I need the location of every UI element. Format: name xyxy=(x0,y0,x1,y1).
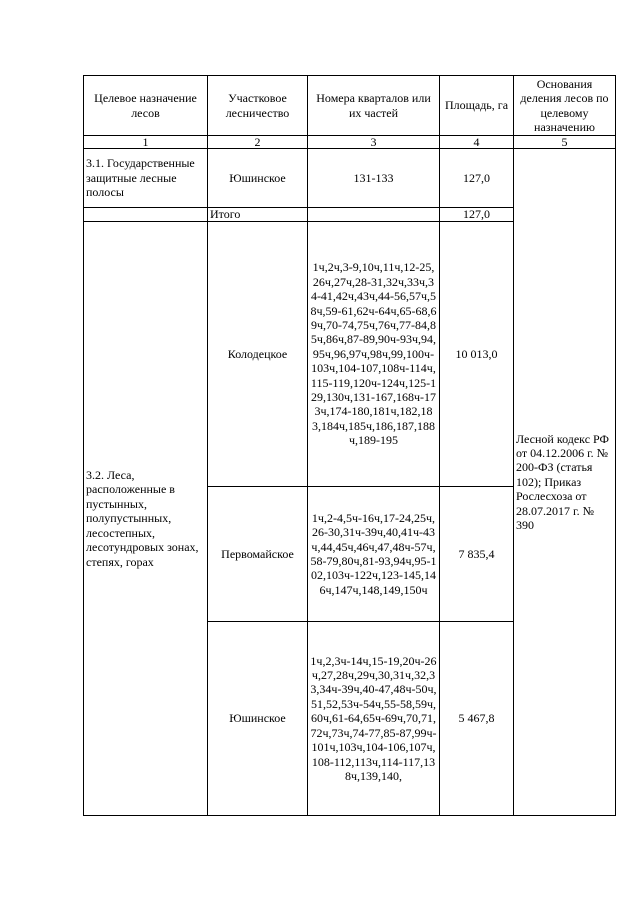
forest-purpose-table xyxy=(83,75,616,816)
forestry-cell: Колодецкое xyxy=(208,222,308,487)
column-number: 1 xyxy=(84,136,208,149)
area-cell: 10 013,0 xyxy=(440,222,514,487)
purpose-cell: 3.1. Государственные защитные лесные полосы xyxy=(84,149,208,208)
table-row xyxy=(84,149,616,208)
column-number: 4 xyxy=(440,136,514,149)
quarters-cell: 1ч,2,3ч-14ч,15-19,20ч-26ч,27,28ч,29ч,30,31ч,32,33,34ч-39ч,40-47,48ч-50ч,51,52,53ч-54ч,55-58,59ч,60ч,61-64,65ч-69ч,70,71,72ч,73ч,74-77,85-87,99ч-101ч,103ч,104-106,107ч,108-112,113ч,114-117,138ч,139,140, xyxy=(308,622,440,816)
empty-cell xyxy=(84,208,208,222)
column-number: 3 xyxy=(308,136,440,149)
column-number: 2 xyxy=(208,136,308,149)
area-cell: 7 835,4 xyxy=(440,487,514,622)
header-purpose: Целевое назначение лесов xyxy=(84,76,208,136)
header-area: Площадь, га xyxy=(440,76,514,136)
quarters-cell: 131-133 xyxy=(308,149,440,208)
forestry-cell: Юшинское xyxy=(208,149,308,208)
area-cell: 5 467,8 xyxy=(440,622,514,816)
forestry-cell: Первомайское xyxy=(208,487,308,622)
header-row xyxy=(84,76,616,136)
area-cell: 127,0 xyxy=(440,149,514,208)
quarters-cell: 1ч,2ч,3-9,10ч,11ч,12-25,26ч,27ч,28-31,32ч,33ч,34-41,42ч,43ч,44-56,57ч,58ч,59-61,62ч-64ч,65-68,69ч,70-74,75ч,76ч,77-84,85ч,86ч,87-89,90ч-93ч,94,95ч,96,97ч,98ч,99,100ч-103ч,104-107,108ч-114ч,115-119,120ч-124ч,125-129,130ч,131-167,168ч-173ч,174-180,181ч,182,183,184ч,185ч,186,187,188ч,189-195 xyxy=(308,222,440,487)
column-number-row xyxy=(84,136,616,149)
total-area: 127,0 xyxy=(440,208,514,222)
column-number: 5 xyxy=(514,136,616,149)
purpose-cell: 3.2. Леса, расположенные в пустынных, полупустынных, лесостепных, лесотундровых зонах, степях, горах xyxy=(84,222,208,816)
header-forestry: Участковое лесничество xyxy=(208,76,308,136)
forestry-cell: Юшинское xyxy=(208,622,308,816)
header-basis: Основания деления лесов по целевому назначению xyxy=(514,76,616,136)
basis-cell: Лесной кодекс РФ от 04.12.2006 г. № 200-ФЗ (статья 102); Приказ Рослесхоза от 28.07.2017 г. № 390 xyxy=(514,149,616,816)
total-label: Итого xyxy=(208,208,308,222)
quarters-cell: 1ч,2-4,5ч-16ч,17-24,25ч,26-30,31ч-39ч,40,41ч-43ч,44,45ч,46ч,47,48ч-57ч,58-79,80ч,81-93,94ч,95-102,103ч-122ч,123-145,146ч,147ч,148,149,150ч xyxy=(308,487,440,622)
header-quarters: Номера кварталов или их частей xyxy=(308,76,440,136)
empty-cell xyxy=(308,208,440,222)
